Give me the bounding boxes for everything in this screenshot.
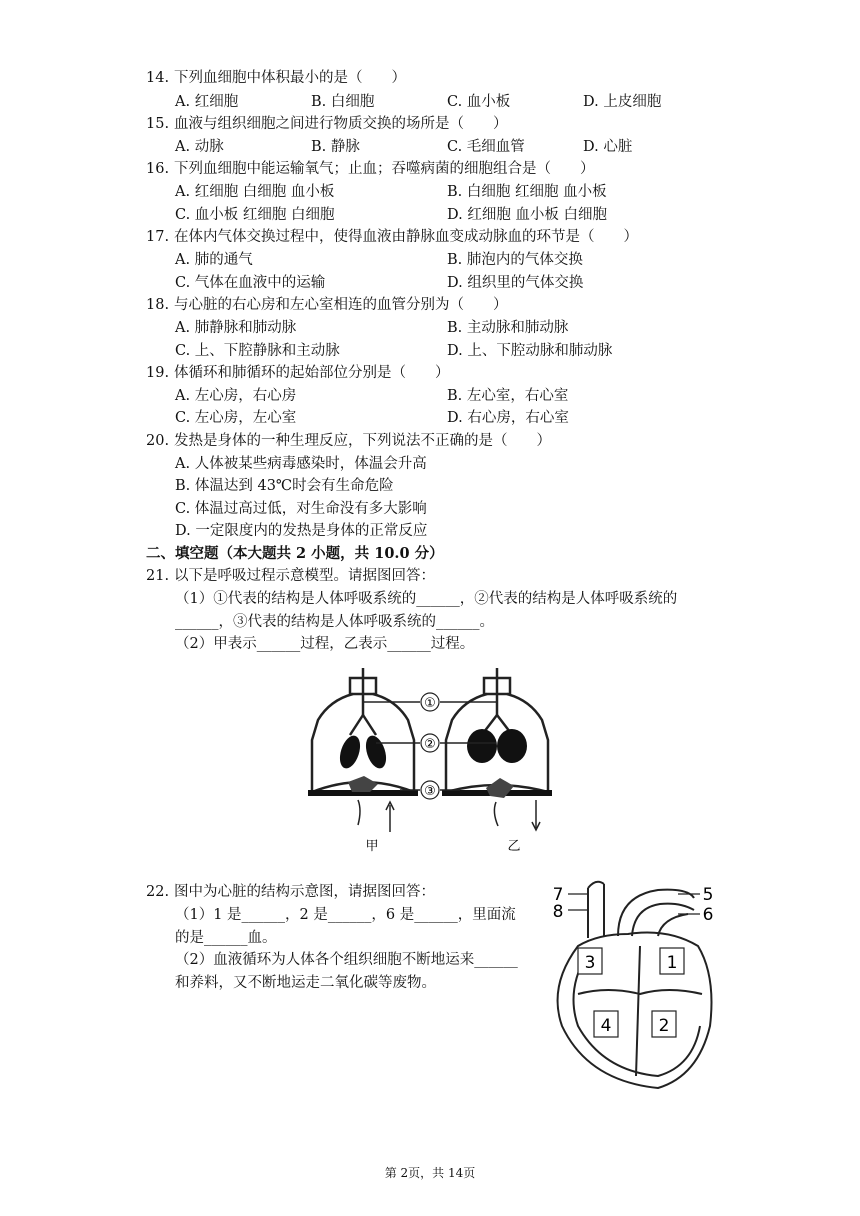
question-line: （1）①代表的结构是人体呼吸系统的______，②代表的结构是人体呼吸系统的 (175, 591, 678, 607)
respiration-model-diagram (300, 660, 570, 860)
question-line: （1）1 是______，2 是______，6 是______，里面流 (175, 907, 516, 923)
option: D. 右心房，右心室 (447, 410, 569, 426)
option: A. 动脉 (175, 139, 224, 155)
heart-label-4: 4 (600, 1016, 612, 1036)
option: C. 体温过高过低，对生命没有多大影响 (175, 501, 427, 517)
option: D. 红细胞 血小板 白细胞 (447, 207, 608, 223)
option: D. 心脏 (583, 139, 633, 155)
heart-label-3: 3 (584, 953, 596, 973)
option: B. 肺泡内的气体交换 (447, 252, 583, 268)
option: B. 主动脉和肺动脉 (447, 320, 569, 336)
option: C. 血小板 红细胞 白细胞 (175, 207, 335, 223)
heart-label-8: 8 (552, 902, 564, 922)
option: B. 体温达到 43℃时会有生命危险 (175, 478, 394, 494)
label-3: ③ (424, 784, 436, 799)
page-footer: 第 2页，共 14页 (384, 1166, 476, 1180)
heart-structure-diagram (548, 876, 718, 1091)
question-20: 20. 发热是身体的一种生理反应，下列说法不正确的是（ ） (146, 433, 551, 449)
question-line: 和养料，又不断地运走二氧化碳等废物。 (175, 975, 436, 991)
heart-label-2: 2 (658, 1016, 670, 1036)
heart-label-7: 7 (552, 885, 564, 905)
option: B. 白细胞 (311, 94, 375, 110)
question-line: 的是______血。 (175, 930, 277, 946)
heart-label-1: 1 (666, 953, 678, 973)
option: B. 左心室，右心室 (447, 388, 569, 404)
label-1: ① (424, 696, 436, 711)
option: D. 上皮细胞 (583, 94, 662, 110)
heart-label-6: 6 (702, 905, 714, 925)
question-line: （2）甲表示______过程，乙表示______过程。 (175, 636, 475, 652)
option: C. 左心房，左心室 (175, 410, 297, 426)
option: A. 红细胞 白细胞 血小板 (175, 184, 335, 200)
option: C. 毛细血管 (447, 139, 525, 155)
option: A. 肺静脉和肺动脉 (175, 320, 297, 336)
question-14: 14. 下列血细胞中体积最小的是（ ） (146, 70, 406, 86)
option: B. 白细胞 红细胞 血小板 (447, 184, 607, 200)
option: C. 上、下腔静脉和主动脉 (175, 343, 340, 359)
question-line: （2）血液循环为人体各个组织细胞不断地运来______ (175, 952, 518, 968)
option: C. 气体在血液中的运输 (175, 275, 326, 291)
option: A. 人体被某些病毒感染时，体温会升高 (175, 456, 427, 472)
heart-label-5: 5 (702, 885, 714, 905)
label-2: ② (424, 737, 436, 752)
question-16: 16. 下列血细胞中能运输氧气；止血；吞噬病菌的细胞组合是（ ） (146, 161, 595, 177)
label-jia: 甲 (365, 839, 379, 854)
option: D. 一定限度内的发热是身体的正常反应 (175, 523, 428, 539)
question-17: 17. 在体内气体交换过程中，使得血液由静脉血变成动脉血的环节是（ ） (146, 229, 638, 245)
label-yi: 乙 (507, 839, 521, 854)
question-15: 15. 血液与组织细胞之间进行物质交换的场所是（ ） (146, 116, 508, 132)
question-21: 21. 以下是呼吸过程示意模型。请据图回答： (146, 568, 435, 584)
option: A. 红细胞 (175, 94, 239, 110)
question-19: 19. 体循环和肺循环的起始部位分别是（ ） (146, 365, 450, 381)
option: D. 上、下腔动脉和肺动脉 (447, 343, 613, 359)
section-heading: 二、填空题（本大题共 2 小题，共 10.0 分） (146, 545, 444, 562)
question-22: 22. 图中为心脏的结构示意图，请据图回答： (146, 884, 435, 900)
question-line: ______，③代表的结构是人体呼吸系统的______。 (175, 614, 494, 630)
option: A. 左心房，右心房 (175, 388, 297, 404)
option: A. 肺的通气 (175, 252, 253, 268)
option: D. 组织里的气体交换 (447, 275, 584, 291)
question-18: 18. 与心脏的右心房和左心室相连的血管分别为（ ） (146, 297, 508, 313)
option: B. 静脉 (311, 139, 360, 155)
option: C. 血小板 (447, 94, 511, 110)
